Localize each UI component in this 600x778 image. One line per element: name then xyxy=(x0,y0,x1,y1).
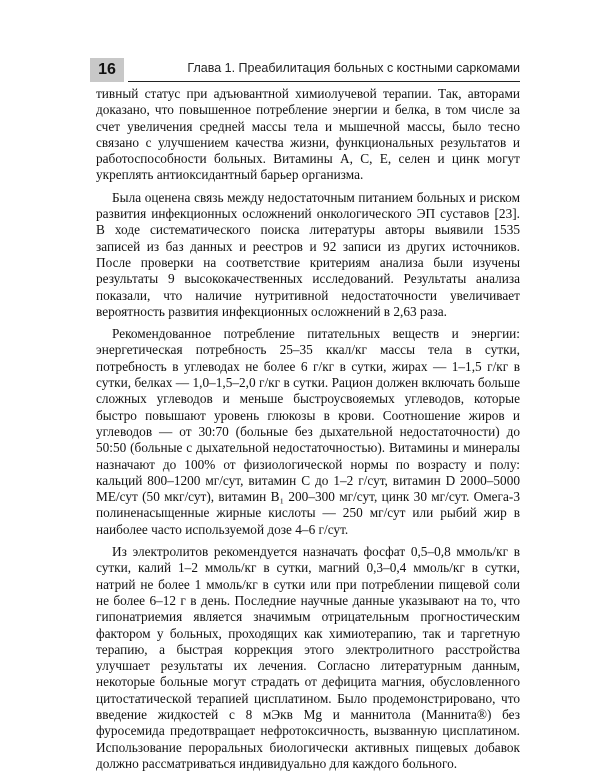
page-header xyxy=(90,56,520,84)
paragraph-continuation: тивный статус при адъювантной химиолучевой терапии. Так, авторами доказано, что повышенное потребление энергии и белка, в том числе за счет увеличения средней массы тела и мышечной массы, было тесно связано с улучшением качества жизни, функциональных результатов и работоспособности больных. Витамины А, С, Е, селен и цинк могут укреплять антиоксидантный барьер организма. xyxy=(96,86,520,183)
paragraph-infection-risk: Была оценена связь между недостаточным питанием больных и риском развития инфекционных осложнений онкологического ЭП суставов [23]. В ходе систематического поиска литературы авторы выявили 1535 записей из баз данных и реестров и 92 записи из других источников. После проверки на соответствие критериям анализа были изучены результаты 9 высококачественных исследований. Результаты анализа показали, что наличие нутритивной недостаточности увеличивает вероятность развития инфекционных осложнений в 2,63 раза. xyxy=(96,189,520,319)
paragraph-nutrient-recommendations: Рекомендованное потребление питательных веществ и энергии: энергетическая потребность 25–35 ккал/кг массы тела в сутки, потребность в углеводах не более 6 г/кг в сутки, жирах — 1–1,5 г/кг в сутки, белках — 1,0–1,5–2,0 г/кг в сутки. Рацион должен включать больше сложных углеводов и меньше быстроусвояемых углеводов, которые быстро повышают уровень глюкозы в крови. Соотношение жиров и углеводов — от 30:70 (больные без дыхательной недостаточности) до 50:50 (больные с дыхательной недостаточностью). Витамины и минералы назначают до 100% от физиологической нормы по возрасту и полу: кальций 800–1200 мг/сут, витамин С до 1–2 г/сут, витамин D 2000–5000 МЕ/сут (50 мкг/сут), витамин B₁ 200–300 мг/сут, цинк 30 мг/сут. Омега-3 полиненасыщенные жирные кислоты — 250 мг/сут или рыбий жир в наиболее часто используемой дозе 4–6 г/сут. xyxy=(96,326,520,537)
running-head: Глава 1. Преабилитация больных с костными саркомами xyxy=(187,61,520,75)
page-number: 16 xyxy=(90,58,124,82)
header-rule xyxy=(128,81,520,82)
page-body xyxy=(96,86,520,778)
paragraph-electrolytes: Из электролитов рекомендуется назначать фосфат 0,5–0,8 ммоль/кг в сутки, калий 1–2 ммоль/кг в сутки, магний 0,3–0,4 ммоль/кг в сутки, натрий не более 1 ммоль/кг в сутки или при потреблении пищевой соли не более 6–12 г в день. Последние научные данные указывают на то, что гипонатриемия является значимым отрицательным прогностическим фактором у больных, проходящих как химиотерапию, так и таргетную терапию, а быстрая коррекция этого электролитного расстройства улучшает результаты их лечения. Согласно литературным данным, некоторые больные могут страдать от дефицита магния, обусловленного цитостатической терапией цисплатином. Было продемонстрировано, что введение жидкостей с 8 мЭкв Mg и маннитола (Маннита®) без фуросемида предотвращает нефротоксичность, вызванную цисплатином. Использование пероральных биологически активных пищевых добавок должно рассматриваться индивидуально для каждого больного. xyxy=(96,544,520,771)
